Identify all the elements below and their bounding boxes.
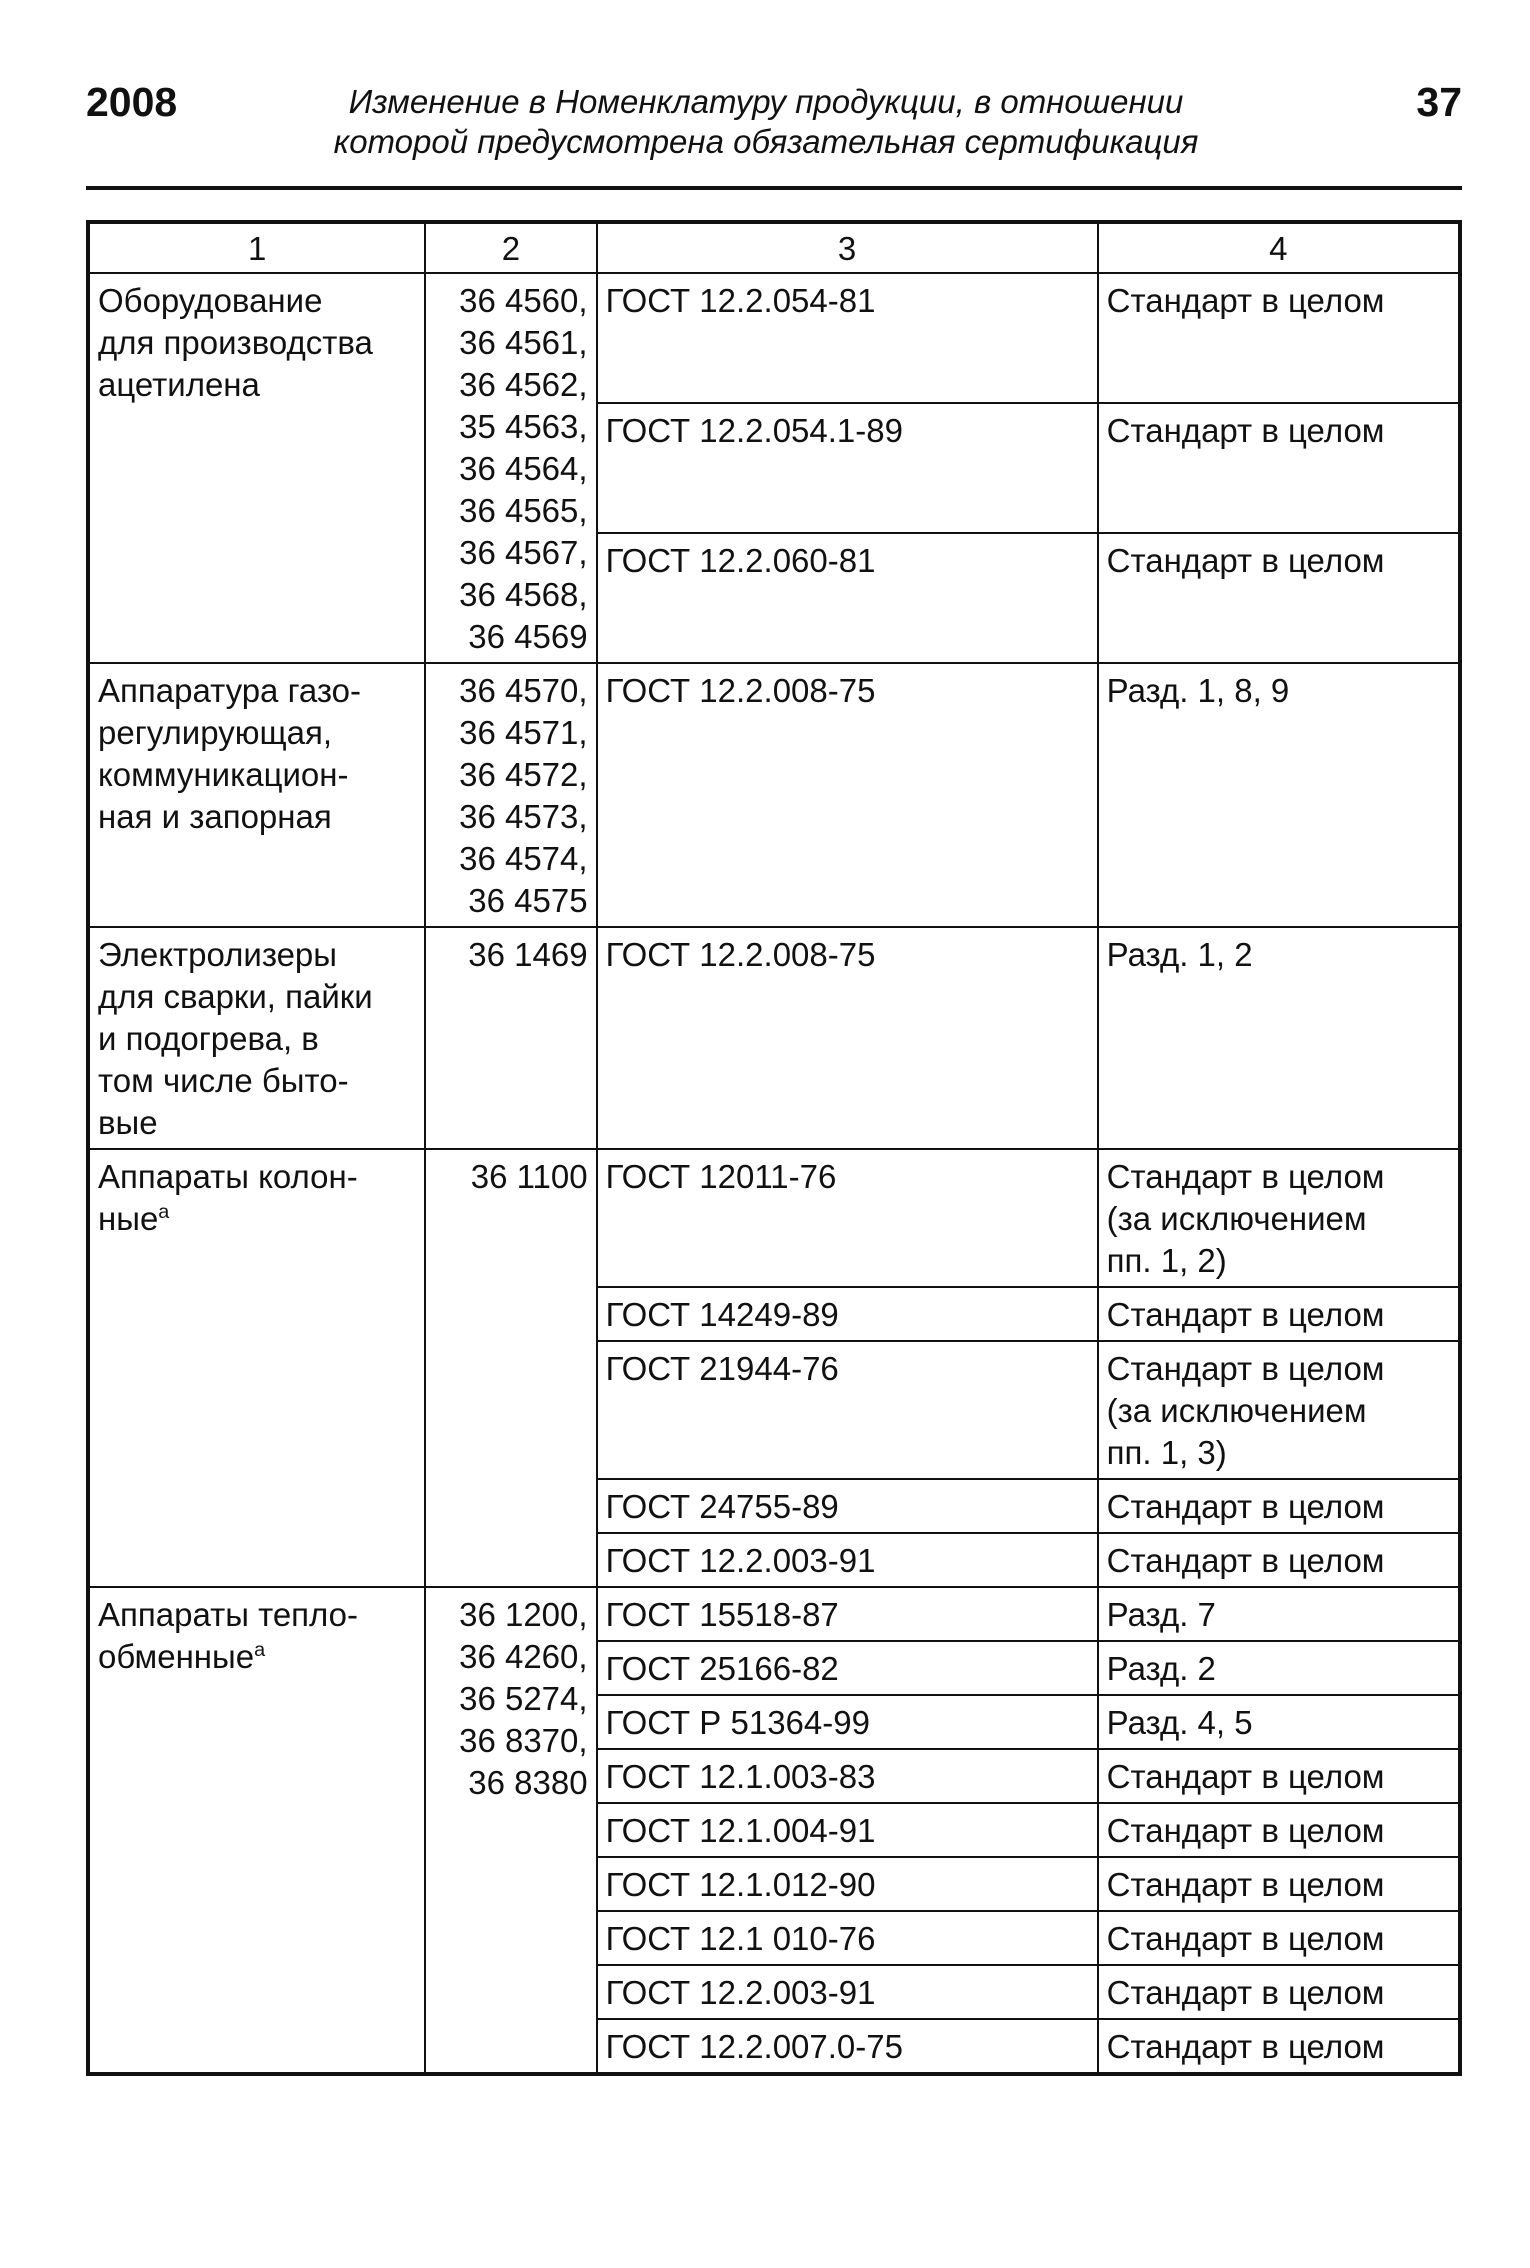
column-number-row xyxy=(88,222,1460,273)
standard-cell: ГОСТ 12.2.007.0-75 xyxy=(597,2019,1098,2074)
product-name-line xyxy=(98,1636,416,1678)
scope-cell xyxy=(1098,1803,1460,1857)
scope-cell xyxy=(1098,663,1460,927)
product-codes-cell xyxy=(425,273,596,663)
product-code: 36 4561, xyxy=(459,324,588,361)
scope-cell xyxy=(1098,1749,1460,1803)
product-name-line xyxy=(98,280,416,322)
product-name-line xyxy=(98,712,416,754)
scope-line: Стандарт в целом xyxy=(1106,1920,1385,1957)
product-name-text: коммуникацион- xyxy=(98,756,349,793)
product-code: 36 1469 xyxy=(468,936,588,973)
standards-table xyxy=(86,220,1462,2076)
scope-cell xyxy=(1098,1149,1460,1287)
product-name-line xyxy=(98,754,416,796)
product-name-cell xyxy=(88,1587,425,2074)
product-code: 36 4572, xyxy=(459,756,588,793)
product-name-line xyxy=(98,1018,416,1060)
product-code: 36 4571, xyxy=(459,714,588,751)
product-name-text: Аппараты колон- xyxy=(98,1158,358,1195)
scope-cell xyxy=(1098,403,1460,533)
product-code: 36 4567, xyxy=(459,534,588,571)
product-name-text: Электролизеры xyxy=(98,936,338,973)
product-name-cell xyxy=(88,1149,425,1587)
standard-cell: ГОСТ 12.1.003-83 xyxy=(597,1749,1098,1803)
column-number: 3 xyxy=(597,222,1098,273)
scope-line: Стандарт в целом xyxy=(1106,1296,1385,1333)
header-title xyxy=(266,82,1266,162)
product-code: 36 1200, xyxy=(459,1596,588,1633)
scope-line: пп. 1, 2) xyxy=(1106,1242,1227,1279)
scope-cell xyxy=(1098,1641,1460,1695)
header-title-line: которой предусмотрена обязательная сертификация xyxy=(333,123,1199,160)
standard-cell: ГОСТ 12.2.003-91 xyxy=(597,1533,1098,1587)
product-codes-cell xyxy=(425,927,596,1149)
standard-cell: ГОСТ 15518-87 xyxy=(597,1587,1098,1641)
scope-cell xyxy=(1098,1911,1460,1965)
footnote-marker: а xyxy=(254,1639,266,1661)
product-name-line xyxy=(98,1198,416,1240)
product-name-text: том числе быто- xyxy=(98,1062,349,1099)
product-name-line xyxy=(98,976,416,1018)
product-name-cell xyxy=(88,927,425,1149)
page-number: 37 xyxy=(1416,79,1462,125)
column-number: 2 xyxy=(425,222,596,273)
product-code: 36 8380 xyxy=(468,1764,588,1801)
scope-cell xyxy=(1098,1479,1460,1533)
scope-line: Разд. 1, 8, 9 xyxy=(1106,672,1290,709)
scope-line: Разд. 1, 2 xyxy=(1106,936,1253,973)
scope-line: Стандарт в целом xyxy=(1106,282,1385,319)
product-name-text: ная и запорная xyxy=(98,798,332,835)
product-code: 36 1100 xyxy=(470,1158,588,1195)
product-code: 36 4562, xyxy=(459,366,588,403)
standard-cell: ГОСТ 12011-76 xyxy=(597,1149,1098,1287)
standard-cell: ГОСТ 24755-89 xyxy=(597,1479,1098,1533)
standard-cell: ГОСТ 12.2.054.1-89 xyxy=(597,403,1098,533)
header-year: 2008 xyxy=(86,79,178,125)
table-row xyxy=(88,927,1460,1149)
product-name-line xyxy=(98,1102,416,1144)
product-name-text: регулирующая, xyxy=(98,714,332,751)
product-code: 36 4564, xyxy=(459,450,588,487)
product-name-text: Аппаратура газо- xyxy=(98,672,361,709)
product-name-cell xyxy=(88,273,425,663)
standard-cell: ГОСТ 12.2.003-91 xyxy=(597,1965,1098,2019)
standard-cell: ГОСТ 25166-82 xyxy=(597,1641,1098,1695)
product-name-line xyxy=(98,1060,416,1102)
product-name-line xyxy=(98,1156,416,1198)
standard-cell: ГОСТ Р 51364-99 xyxy=(597,1695,1098,1749)
table-body xyxy=(88,273,1460,2074)
scope-line: Стандарт в целом xyxy=(1106,1542,1385,1579)
scope-cell xyxy=(1098,1965,1460,2019)
product-name-text: ацетилена xyxy=(98,366,260,403)
product-code: 36 4574, xyxy=(459,840,588,877)
product-code: 36 4570, xyxy=(459,672,588,709)
standard-cell: ГОСТ 12.2.060-81 xyxy=(597,533,1098,663)
product-name-text: ные xyxy=(98,1200,159,1237)
product-code: 36 4565, xyxy=(459,492,588,529)
standard-cell: ГОСТ 12.2.054-81 xyxy=(597,273,1098,403)
table-row xyxy=(88,1149,1460,1287)
header-divider xyxy=(86,186,1462,190)
product-name-text: для производства xyxy=(98,324,373,361)
standard-cell: ГОСТ 21944-76 xyxy=(597,1341,1098,1479)
standard-cell: ГОСТ 12.2.008-75 xyxy=(597,927,1098,1149)
product-name-text: Оборудование xyxy=(98,282,323,319)
scope-cell xyxy=(1098,1287,1460,1341)
product-name-cell xyxy=(88,663,425,927)
scope-line: Стандарт в целом xyxy=(1106,2028,1385,2065)
scope-cell xyxy=(1098,927,1460,1149)
scope-line: Стандарт в целом xyxy=(1106,1488,1385,1525)
standard-cell: ГОСТ 14249-89 xyxy=(597,1287,1098,1341)
product-name-text: обменные xyxy=(98,1638,255,1675)
product-code: 36 4260, xyxy=(459,1638,588,1675)
product-codes-cell xyxy=(425,1587,596,2074)
scope-line: Стандарт в целом xyxy=(1106,1974,1385,2011)
product-name-line xyxy=(98,322,416,364)
scope-line: Стандарт в целом xyxy=(1106,1758,1385,1795)
scope-cell xyxy=(1098,2019,1460,2074)
scope-line: (за исключением xyxy=(1106,1392,1367,1429)
scope-line: Стандарт в целом xyxy=(1106,1812,1385,1849)
product-name-text: вые xyxy=(98,1104,158,1141)
standard-cell: ГОСТ 12.1 010-76 xyxy=(597,1911,1098,1965)
product-name-line xyxy=(98,796,416,838)
standard-cell: ГОСТ 12.1.004-91 xyxy=(597,1803,1098,1857)
scope-cell xyxy=(1098,1695,1460,1749)
scope-line: Стандарт в целом xyxy=(1106,542,1385,579)
product-code: 36 4568, xyxy=(459,576,588,613)
product-code: 36 4560, xyxy=(459,282,588,319)
scope-line: пп. 1, 3) xyxy=(1106,1434,1227,1471)
product-name-line xyxy=(98,670,416,712)
scope-line: Стандарт в целом xyxy=(1106,1158,1385,1195)
footnote-marker: а xyxy=(158,1201,170,1223)
product-name-line xyxy=(98,934,416,976)
scope-cell xyxy=(1098,1857,1460,1911)
product-code: 36 4573, xyxy=(459,798,588,835)
product-codes-cell xyxy=(425,663,596,927)
column-number: 1 xyxy=(88,222,425,273)
scope-cell xyxy=(1098,1587,1460,1641)
product-code: 36 4575 xyxy=(468,882,588,919)
product-name-text: для сварки, пайки xyxy=(98,978,373,1015)
scope-line: Стандарт в целом xyxy=(1106,1350,1385,1387)
table-row xyxy=(88,273,1460,403)
product-codes-cell xyxy=(425,1149,596,1587)
product-name-text: и подогрева, в xyxy=(98,1020,319,1057)
column-number: 4 xyxy=(1098,222,1460,273)
header-title-line: Изменение в Номенклатуру продукции, в отношении xyxy=(348,83,1184,120)
product-code: 36 8370, xyxy=(459,1722,588,1759)
standard-cell: ГОСТ 12.1.012-90 xyxy=(597,1857,1098,1911)
scope-line: (за исключением xyxy=(1106,1200,1367,1237)
table-row xyxy=(88,1587,1460,1641)
scope-cell xyxy=(1098,273,1460,403)
product-code: 35 4563, xyxy=(459,408,588,445)
scope-cell xyxy=(1098,533,1460,663)
product-code: 36 4569 xyxy=(468,618,588,655)
scope-line: Разд. 7 xyxy=(1106,1596,1216,1633)
scope-line: Разд. 2 xyxy=(1106,1650,1216,1687)
product-name-line xyxy=(98,364,416,406)
scope-line: Стандарт в целом xyxy=(1106,412,1385,449)
standard-cell: ГОСТ 12.2.008-75 xyxy=(597,663,1098,927)
scope-cell xyxy=(1098,1341,1460,1479)
product-code: 36 5274, xyxy=(459,1680,588,1717)
product-name-line xyxy=(98,1594,416,1636)
scope-cell xyxy=(1098,1533,1460,1587)
page-header xyxy=(86,78,1462,190)
product-name-text: Аппараты тепло- xyxy=(98,1596,359,1633)
table-row xyxy=(88,663,1460,927)
scope-line: Разд. 4, 5 xyxy=(1106,1704,1253,1741)
scope-line: Стандарт в целом xyxy=(1106,1866,1385,1903)
